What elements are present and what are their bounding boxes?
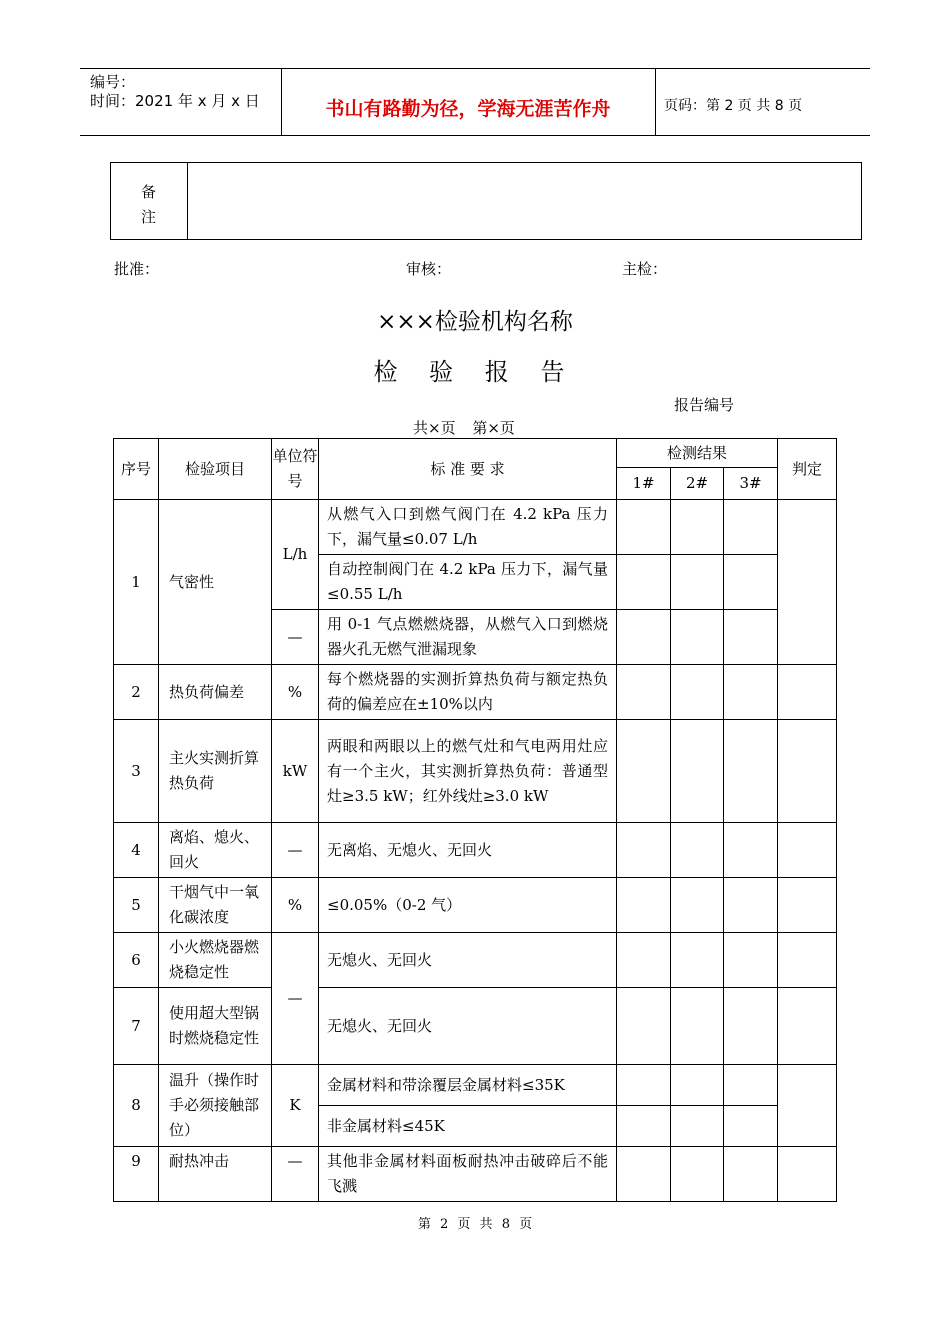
header-item: 检验项目 <box>159 439 272 500</box>
result-cell <box>724 823 778 878</box>
result-cell <box>724 1065 778 1106</box>
row-unit: — <box>272 823 319 878</box>
result-cell <box>617 500 671 555</box>
result-cell <box>724 555 778 610</box>
judgement-cell <box>778 1065 837 1147</box>
row-unit: K <box>272 1065 319 1147</box>
table-row <box>114 933 837 988</box>
judgement-cell <box>778 720 837 823</box>
result-cell <box>617 933 671 988</box>
table-row <box>114 665 837 720</box>
report-number-label: 报告编号 <box>674 396 735 414</box>
report-title: 检 验 报 告 <box>373 358 577 386</box>
row-requirement: 无离焰、无熄火、无回火 <box>319 823 617 878</box>
header-results: 检测结果 <box>617 439 778 468</box>
table-row <box>114 1147 837 1202</box>
document-number-label: 编号： <box>90 73 136 91</box>
result-cell <box>671 1147 724 1202</box>
result-cell <box>671 720 724 823</box>
header-top-rule <box>80 68 870 69</box>
row-seq: 7 <box>114 988 159 1065</box>
result-cell <box>724 988 778 1065</box>
row-unit: kW <box>272 720 319 823</box>
header-unit: 单位符号 <box>272 439 319 500</box>
table-row <box>114 823 837 878</box>
row-seq: 2 <box>114 665 159 720</box>
judgement-cell <box>778 933 837 988</box>
result-cell <box>617 720 671 823</box>
table-row <box>114 720 837 823</box>
judgement-cell <box>778 878 837 933</box>
judgement-cell <box>778 500 837 665</box>
result-cell <box>671 665 724 720</box>
result-cell <box>671 610 724 665</box>
row-requirement: 从燃气入口到燃气阀门在 4.2 kPa 压力下，漏气量≤0.07 L/h <box>319 500 617 555</box>
header-requirement: 标 准 要 求 <box>319 439 617 500</box>
report-page-count: 共×页 第×页 <box>413 419 515 437</box>
row-seq: 3 <box>114 720 159 823</box>
result-cell <box>671 988 724 1065</box>
row-unit: — <box>272 610 319 665</box>
row-requirement: 用 0-1 气点燃燃烧器，从燃气入口到燃烧器火孔无燃气泄漏现象 <box>319 610 617 665</box>
result-cell <box>724 500 778 555</box>
row-requirement: ≤0.05%（0-2 气） <box>319 878 617 933</box>
result-cell <box>724 933 778 988</box>
row-item: 小火燃烧器燃烧稳定性 <box>159 933 272 988</box>
row-item: 使用超大型锅时燃烧稳定性 <box>159 988 272 1065</box>
header-page-info: 页码：第 2 页 共 8 页 <box>664 98 803 114</box>
row-unit: % <box>272 878 319 933</box>
row-seq: 1 <box>114 500 159 665</box>
row-requirement: 每个燃烧器的实测折算热负荷与额定热负荷的偏差应在±10%以内 <box>319 665 617 720</box>
judgement-cell <box>778 988 837 1065</box>
result-cell <box>724 1106 778 1147</box>
review-signature-label: 审核： <box>406 260 452 278</box>
result-cell <box>671 933 724 988</box>
result-cell <box>617 823 671 878</box>
result-cell <box>617 988 671 1065</box>
row-seq: 8 <box>114 1065 159 1147</box>
result-cell <box>724 665 778 720</box>
result-cell <box>617 610 671 665</box>
organization-name: ×××检验机构名称 <box>377 309 573 335</box>
header-judgement: 判定 <box>778 439 837 500</box>
table-row <box>114 988 837 1065</box>
result-cell <box>671 1106 724 1147</box>
row-seq: 9 <box>114 1147 159 1202</box>
judgement-cell <box>778 823 837 878</box>
result-cell <box>671 823 724 878</box>
result-cell <box>617 1147 671 1202</box>
approve-signature-label: 批准： <box>114 260 160 278</box>
result-cell <box>724 610 778 665</box>
result-cell <box>671 555 724 610</box>
row-item: 温升（操作时手必须接触部位） <box>159 1065 272 1147</box>
judgement-cell <box>778 1147 837 1202</box>
header-result-2: 2# <box>671 468 724 500</box>
row-requirement: 无熄火、无回火 <box>319 988 617 1065</box>
row-seq: 4 <box>114 823 159 878</box>
row-requirement: 非金属材料≤45K <box>319 1106 617 1147</box>
row-requirement: 其他非金属材料面板耐热冲击破碎后不能飞溅 <box>319 1147 617 1202</box>
row-unit: % <box>272 665 319 720</box>
inspection-table <box>113 438 837 1202</box>
row-item: 干烟气中一氧化碳浓度 <box>159 878 272 933</box>
table-row <box>114 878 837 933</box>
result-cell <box>617 665 671 720</box>
result-cell <box>617 1065 671 1106</box>
result-cell <box>724 720 778 823</box>
row-seq: 6 <box>114 933 159 988</box>
table-header-row <box>114 439 837 468</box>
judgement-cell <box>778 665 837 720</box>
result-cell <box>617 878 671 933</box>
row-item: 耐热冲击 <box>159 1147 272 1202</box>
result-cell <box>671 500 724 555</box>
row-unit: — <box>272 1147 319 1202</box>
row-unit: L/h <box>272 500 319 610</box>
inspector-signature-label: 主检： <box>622 260 668 278</box>
row-requirement: 两眼和两眼以上的燃气灶和气电两用灶应有一个主火，其实测折算热负荷：普通型灶≥3.5 kW；红外线灶≥3.0 kW <box>319 720 617 823</box>
header-divider <box>655 68 656 135</box>
result-cell <box>617 555 671 610</box>
row-item: 主火实测折算热负荷 <box>159 720 272 823</box>
footer-page-number: 第 2 页 共 8 页 <box>417 1217 533 1232</box>
table-row <box>114 1065 837 1106</box>
header-bottom-rule <box>80 135 870 136</box>
remarks-label: 注 <box>140 208 156 226</box>
row-requirement: 金属材料和带涂覆层金属材料≤35K <box>319 1065 617 1106</box>
row-item: 热负荷偏差 <box>159 665 272 720</box>
header-motto: 书山有路勤为径，学海无涯苦作舟 <box>325 98 611 120</box>
result-cell <box>671 1065 724 1106</box>
header-result-3: 3# <box>724 468 778 500</box>
row-unit: — <box>272 933 319 1065</box>
row-requirement: 无熄火、无回火 <box>319 933 617 988</box>
result-cell <box>617 1106 671 1147</box>
header-result-1: 1# <box>617 468 671 500</box>
row-requirement: 自动控制阀门在 4.2 kPa 压力下，漏气量 ≤0.55 L/h <box>319 555 617 610</box>
row-item: 气密性 <box>159 500 272 665</box>
result-cell <box>671 878 724 933</box>
result-cell <box>724 878 778 933</box>
row-item: 离焰、熄火、回火 <box>159 823 272 878</box>
header-seq: 序号 <box>114 439 159 500</box>
remarks-box <box>110 162 862 240</box>
remarks-divider <box>187 162 188 240</box>
document-date: 时间：2021 年 x 月 x 日 <box>90 92 260 110</box>
table-row <box>114 500 837 555</box>
result-cell <box>724 1147 778 1202</box>
row-seq: 5 <box>114 878 159 933</box>
remarks-label: 备 <box>140 183 156 201</box>
